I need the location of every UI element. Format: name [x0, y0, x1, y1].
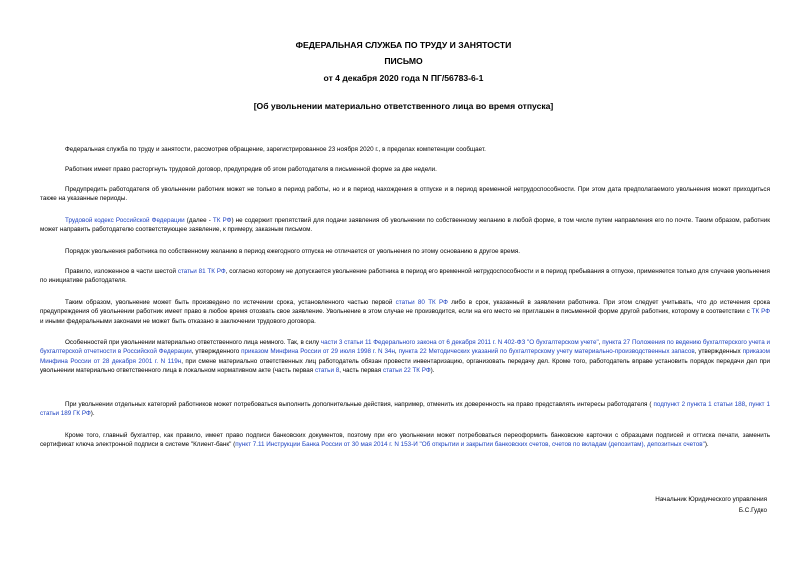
- link-labor-code[interactable]: Трудовой кодекс Российской Федерации: [65, 217, 185, 224]
- paragraph-6-text-2: , согласно которому не допускается увольнение работника в период его временной нетрудоспособности и в период пребывания в отпуске, применяется только для случаев увольнения по инициативе работодателя.: [40, 268, 770, 285]
- agency-title: ФЕДЕРАЛЬНАЯ СЛУЖБА ПО ТРУДУ И ЗАНЯТОСТИ: [295, 40, 512, 50]
- link-article-81[interactable]: статьи 81 ТК РФ: [177, 268, 226, 275]
- paragraph-8-text-1: Особенностей при увольнении материально ответственного лица немного. Так, в силу: [65, 339, 321, 346]
- paragraph-4: [40, 216, 770, 235]
- paragraph-7: [40, 298, 770, 326]
- paragraph-1-text: Федеральная служба по труду и занятости, рассмотрев обращение, зарегистрированное 23 ноября 2020 г., в пределах компетенции сообщает.: [65, 146, 486, 153]
- link-order-34n[interactable]: приказом Минфина России от 29 июля 1998 г. N 34н: [241, 348, 395, 356]
- paragraph-10-text-2: ).: [704, 441, 709, 449]
- paragraph-8-text-2: ,: [598, 339, 603, 346]
- link-tk-rf-2[interactable]: ТК РФ: [751, 308, 770, 316]
- link-bank-instruction-153i[interactable]: пункт 7.11 Инструкции Банка России от 30 мая 2014 г. N 153-И "Об открытии и закрытии банковских счетов, счетов по вкладам (депозитам), депозитных счетов": [235, 441, 705, 449]
- paragraph-7-text-3: и иными федеральными законами не может быть отказано в заключении трудового договора.: [40, 317, 316, 325]
- signature-position: Начальник Юридического управления: [655, 496, 767, 503]
- paragraph-2-text: Работник имеет право расторгнуть трудовой договор, предупредив об этом работодателя в письменной форме за две недели.: [65, 166, 437, 173]
- paragraph-8-text-5: , утвержденных: [694, 348, 743, 356]
- paragraph-3: [40, 185, 770, 204]
- paragraph-8-text-7: , часть первая: [339, 367, 383, 375]
- paragraph-10: [40, 431, 770, 450]
- paragraph-7-text-2: либо в срок, указанный в заявлении работника. При этом следует учитывать, что до истечения срока предупреждения об увольнении работник имеет право в любое время отозвать свое заявление. Увольнение в этом случае не производится, если на его место не приглашен в письменной форме другой работник, которому в соответствии с: [40, 299, 770, 316]
- paragraph-7-text-1: Таким образом, увольнение может быть произведено по истечении срока, установленного частью первой: [65, 299, 396, 306]
- document-date-number: от 4 декабря 2020 года N ПГ/56783-6-1: [323, 73, 484, 83]
- link-tk-rf[interactable]: ТК РФ: [212, 217, 232, 224]
- paragraph-8-text-6: , при смене материально ответственных лиц работодатель обязан провести инвентаризацию, организовать передачу дел. Кроме того, работодатель вправе установить порядок передачи дел при увольнении материально ответственного лица в локальном нормативном акте (часть первая: [40, 357, 770, 375]
- paragraph-10-text-1: Кроме того, главный бухгалтер, как правило, имеет право подписи банковских документов, поэтому при его увольнении может потребоваться переоформить банковские карточки с образцами подписей и оттиска печати, заменить сертификат ключа электронной подписи в системе "Клиент-банк" (: [40, 432, 770, 449]
- paragraph-1: [40, 145, 770, 154]
- link-law-402fz[interactable]: части 3 статьи 11 Федерального закона от 6 декабря 2011 г. N 402-ФЗ "О бухгалтерском учете": [320, 339, 599, 346]
- paragraph-8-text-4: ,: [394, 348, 399, 356]
- paragraph-3-text: Предупредить работодателя об увольнении работник может не только в период работы, но и в период нахождения в отпуске и в период временной нетрудоспособности. При этом дата предполагаемого увольнения может приходиться также на указанные периоды.: [40, 186, 770, 203]
- paragraph-2: [40, 165, 770, 174]
- paragraph-4-text-1: (далее -: [184, 217, 213, 224]
- link-methodical-guidelines[interactable]: пункта 22 Методических указаний по бухгалтерскому учету материально-производственных запасов: [398, 348, 695, 356]
- link-civil-code-189[interactable]: пункт 1 статьи 189 ГК РФ: [40, 401, 771, 418]
- paragraph-9: [40, 400, 770, 419]
- document-type: ПИСЬМО: [384, 56, 423, 66]
- paragraph-8: [40, 338, 770, 376]
- link-article-80[interactable]: статьи 80 ТК РФ: [395, 299, 448, 306]
- signature-name: Б.С.Гудко: [738, 507, 767, 514]
- link-civil-code-188[interactable]: подпункт 2 пункта 1 статьи 188: [653, 401, 746, 408]
- paragraph-6-text-1: Правило, изложенное в части шестой: [65, 268, 178, 275]
- paragraph-6: [40, 267, 770, 286]
- paragraph-9-text-1: При увольнении отдельных категорий работников может потребоваться выполнить дополнительные действия, например, отменить их доверенность на право представлять интересы работодателя (: [65, 401, 654, 408]
- paragraph-9-text-3: ).: [90, 410, 95, 418]
- link-article-8[interactable]: статьи 8: [314, 367, 340, 375]
- link-article-22[interactable]: статьи 22 ТК РФ: [382, 367, 431, 375]
- paragraph-8-text-3: , утвержденного: [191, 348, 242, 356]
- paragraph-8-text-8: ).: [430, 367, 435, 375]
- link-order-119n[interactable]: приказом Минфина России от 28 декабря 2001 г. N 119н: [40, 348, 770, 365]
- document-subject: [Об увольнении материально ответственного лица во время отпуска]: [253, 101, 554, 111]
- link-accounting-regulation[interactable]: пункта 27 Положения по ведению бухгалтерского учета и бухгалтерской отчетности в Российской Федерации: [40, 339, 770, 356]
- paragraph-5: [40, 247, 770, 256]
- paragraph-4-text-2: ) не содержит препятствий для подачи заявления об увольнении по собственному желанию в любой форме, в том числе путем направления его по почте. Таким образом, работник может направить работодателю соответствующее заявление, к примеру, заказным письмом.: [40, 217, 770, 234]
- paragraph-9-text-2: ,: [745, 401, 749, 408]
- paragraph-5-text: Порядок увольнения работника по собственному желанию в период ежегодного отпуска не отличается от увольнения по этому основанию в другое время.: [65, 248, 521, 255]
